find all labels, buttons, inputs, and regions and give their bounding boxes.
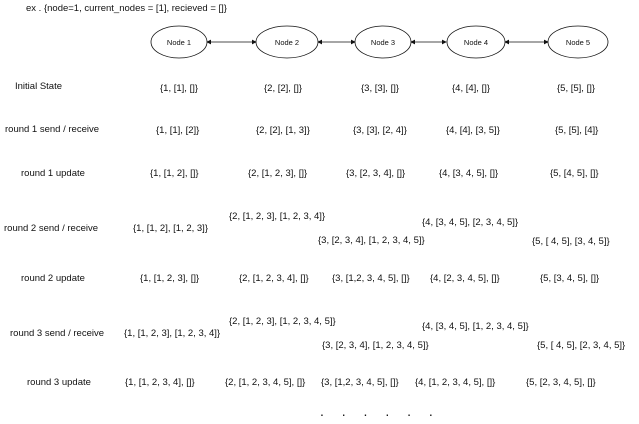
svg-text:Node 3: Node 3 xyxy=(370,38,396,47)
cell-r2-update-node-3: {3, [1,2, 3, 4, 5], []} xyxy=(332,273,410,284)
cell-r1-send-node-3: {3, [3], [2, 4]} xyxy=(353,125,407,136)
cell-initial-node-1: {1, [1], []} xyxy=(160,83,199,94)
row-label-round-1-send-receive: round 1 send / receive xyxy=(5,124,100,135)
row-label-round-3-send-receive: round 3 send / receive xyxy=(10,328,105,339)
node-5 xyxy=(548,26,608,58)
cell-r1-update-node-1: {1, [1, 2], []} xyxy=(150,168,199,179)
cell-r2-send-node-3: {3, [2, 3, 4], [1, 2, 3, 4, 5]} xyxy=(318,235,425,246)
row-label-initial-state: Initial State xyxy=(15,81,62,92)
cell-initial-node-2: {2, [2], []} xyxy=(264,83,303,94)
cell-r1-send-node-5: {5, [5], [4]} xyxy=(555,125,599,136)
cell-r2-send-node-4: {4, [3, 4, 5], [2, 3, 4, 5]} xyxy=(422,217,519,228)
cell-r2-update-node-1: {1, [1, 2, 3], []} xyxy=(140,273,200,284)
cell-r1-send-node-4: {4, [4], [3, 5]} xyxy=(446,125,500,136)
node-4 xyxy=(447,26,505,58)
example-note: ex . {node=1, current_nodes = [1], recieved = []} xyxy=(26,3,227,14)
cell-r3-update-node-1: {1, [1, 2, 3, 4], []} xyxy=(125,377,195,388)
svg-text:Node 2: Node 2 xyxy=(274,38,300,47)
node-2 xyxy=(256,26,318,58)
node-network xyxy=(0,0,639,70)
svg-text:Node 1: Node 1 xyxy=(166,38,192,47)
cell-r1-update-node-2: {2, [1, 2, 3], []} xyxy=(248,168,308,179)
cell-r3-send-node-2: {2, [1, 2, 3], [1, 2, 3, 4, 5]} xyxy=(229,316,336,327)
cell-r3-send-node-3: {3, [2, 3, 4], [1, 2, 3, 4, 5]} xyxy=(322,340,429,351)
cell-r3-update-node-2: {2, [1, 2, 3, 4, 5], []} xyxy=(225,377,306,388)
svg-text:Node 5: Node 5 xyxy=(565,38,591,47)
cell-r1-update-node-5: {5, [4, 5], []} xyxy=(550,168,599,179)
cell-r3-send-node-1: {1, [1, 2, 3], [1, 2, 3, 4]} xyxy=(124,328,221,339)
row-label-round-2-update: round 2 update xyxy=(21,273,85,284)
node-1 xyxy=(151,26,207,58)
cell-r2-update-node-2: {2, [1, 2, 3, 4], []} xyxy=(239,273,309,284)
cell-initial-node-4: {4, [4], []} xyxy=(452,83,491,94)
cell-r3-send-node-4: {4, [3, 4, 5], [1, 2, 3, 4, 5]} xyxy=(422,321,529,332)
svg-text:Node 4: Node 4 xyxy=(463,38,489,47)
cell-r1-update-node-4: {4, [3, 4, 5], []} xyxy=(439,168,499,179)
cell-r2-send-node-5: {5, [ 4, 5], [3, 4, 5]} xyxy=(532,236,610,247)
cell-r2-update-node-5: {5, [3, 4, 5], []} xyxy=(540,273,600,284)
cell-r3-update-node-4: {4, [1, 2, 3, 4, 5], []} xyxy=(415,377,496,388)
row-label-round-3-update: round 3 update xyxy=(27,377,91,388)
cell-initial-node-3: {3, [3], []} xyxy=(361,83,400,94)
cell-r1-send-node-1: {1, [1], [2]} xyxy=(156,125,200,136)
cell-r2-update-node-4: {4, [2, 3, 4, 5], []} xyxy=(430,273,500,284)
row-label-round-2-send-receive: round 2 send / receive xyxy=(4,223,99,234)
cell-initial-node-5: {5, [5], []} xyxy=(557,83,596,94)
continuation-ellipsis: . . . . . . xyxy=(320,403,440,419)
cell-r2-send-node-2: {2, [1, 2, 3], [1, 2, 3, 4]} xyxy=(229,211,326,222)
cell-r3-update-node-3: {3, [1,2, 3, 4, 5], []} xyxy=(321,377,399,388)
cell-r1-update-node-3: {3, [2, 3, 4], []} xyxy=(346,168,406,179)
row-label-round-1-update: round 1 update xyxy=(21,168,85,179)
cell-r3-send-node-5: {5, [ 4, 5], [2, 3, 4, 5]} xyxy=(537,340,626,351)
cell-r2-send-node-1: {1, [1, 2], [1, 2, 3]} xyxy=(133,223,208,234)
cell-r3-update-node-5: {5, [2, 3, 4, 5], []} xyxy=(526,377,596,388)
cell-r1-send-node-2: {2, [2], [1, 3]} xyxy=(256,125,310,136)
node-3 xyxy=(355,26,411,58)
